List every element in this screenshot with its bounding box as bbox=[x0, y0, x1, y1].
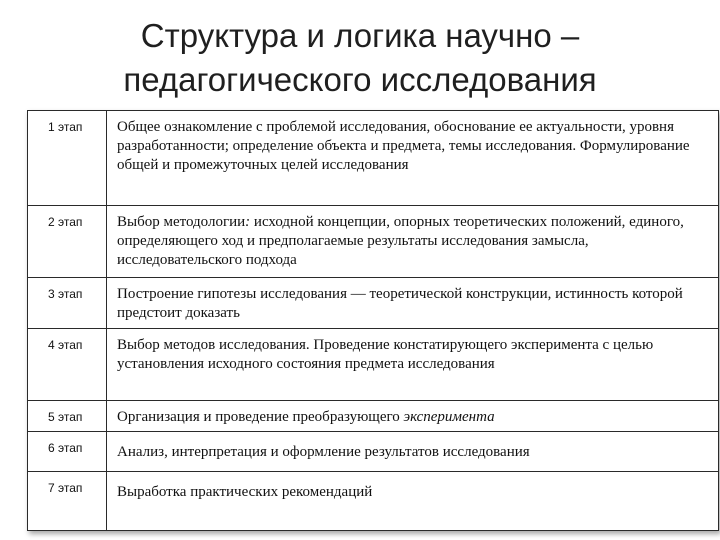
stage-description-part: исходной концепции, опорных теоретических положений, единого, определяющего ход и предполагаемые результаты исследования замысла, исследовательского подхода bbox=[117, 214, 684, 268]
table-row bbox=[28, 206, 719, 278]
stage-label: 3 этап bbox=[28, 278, 107, 329]
stage-label: 2 этап bbox=[28, 206, 107, 278]
table-row bbox=[28, 278, 719, 329]
stage-description: Анализ, интерпретация и оформление результатов исследования bbox=[107, 432, 719, 472]
stage-label: 7 этап bbox=[28, 472, 107, 531]
stage-label: 5 этап bbox=[28, 401, 107, 432]
stage-description: Выбор методов исследования. Проведение констатирующего эксперимента с целью установления исходного состояния предмета исследования bbox=[107, 329, 719, 401]
stage-description: Построение гипотезы исследования — теоретической конструкции, истинность которой предстоит доказать bbox=[107, 278, 719, 329]
table-row bbox=[28, 329, 719, 401]
table-row bbox=[28, 111, 719, 206]
stage-description: Выработка практических рекомендаций bbox=[107, 472, 719, 531]
title-line-2: педагогического исследования bbox=[123, 61, 597, 98]
stage-description bbox=[107, 206, 719, 278]
stage-description-italic: : bbox=[245, 214, 251, 230]
page-title bbox=[0, 14, 720, 102]
stage-description-italic: эксперимента bbox=[403, 409, 495, 425]
stage-label: 6 этап bbox=[28, 432, 107, 472]
stage-description-part: Выбор методологии bbox=[117, 214, 246, 230]
table-row bbox=[28, 472, 719, 531]
stage-description bbox=[107, 401, 719, 432]
table-row bbox=[28, 401, 719, 432]
title-line-1: Структура и логика научно – bbox=[140, 17, 580, 54]
stage-label: 1 этап bbox=[28, 111, 107, 206]
stages-table bbox=[27, 110, 719, 531]
stage-description: Общее ознакомление с проблемой исследования, обоснование ее актуальности, уровня разработанности; определение объекта и предмета, темы исследования. Формулирование общей и промежуточных целей исследования bbox=[107, 111, 719, 206]
table-row bbox=[28, 432, 719, 472]
stage-description-part: Организация и проведение преобразующего bbox=[117, 409, 404, 425]
stage-label: 4 этап bbox=[28, 329, 107, 401]
